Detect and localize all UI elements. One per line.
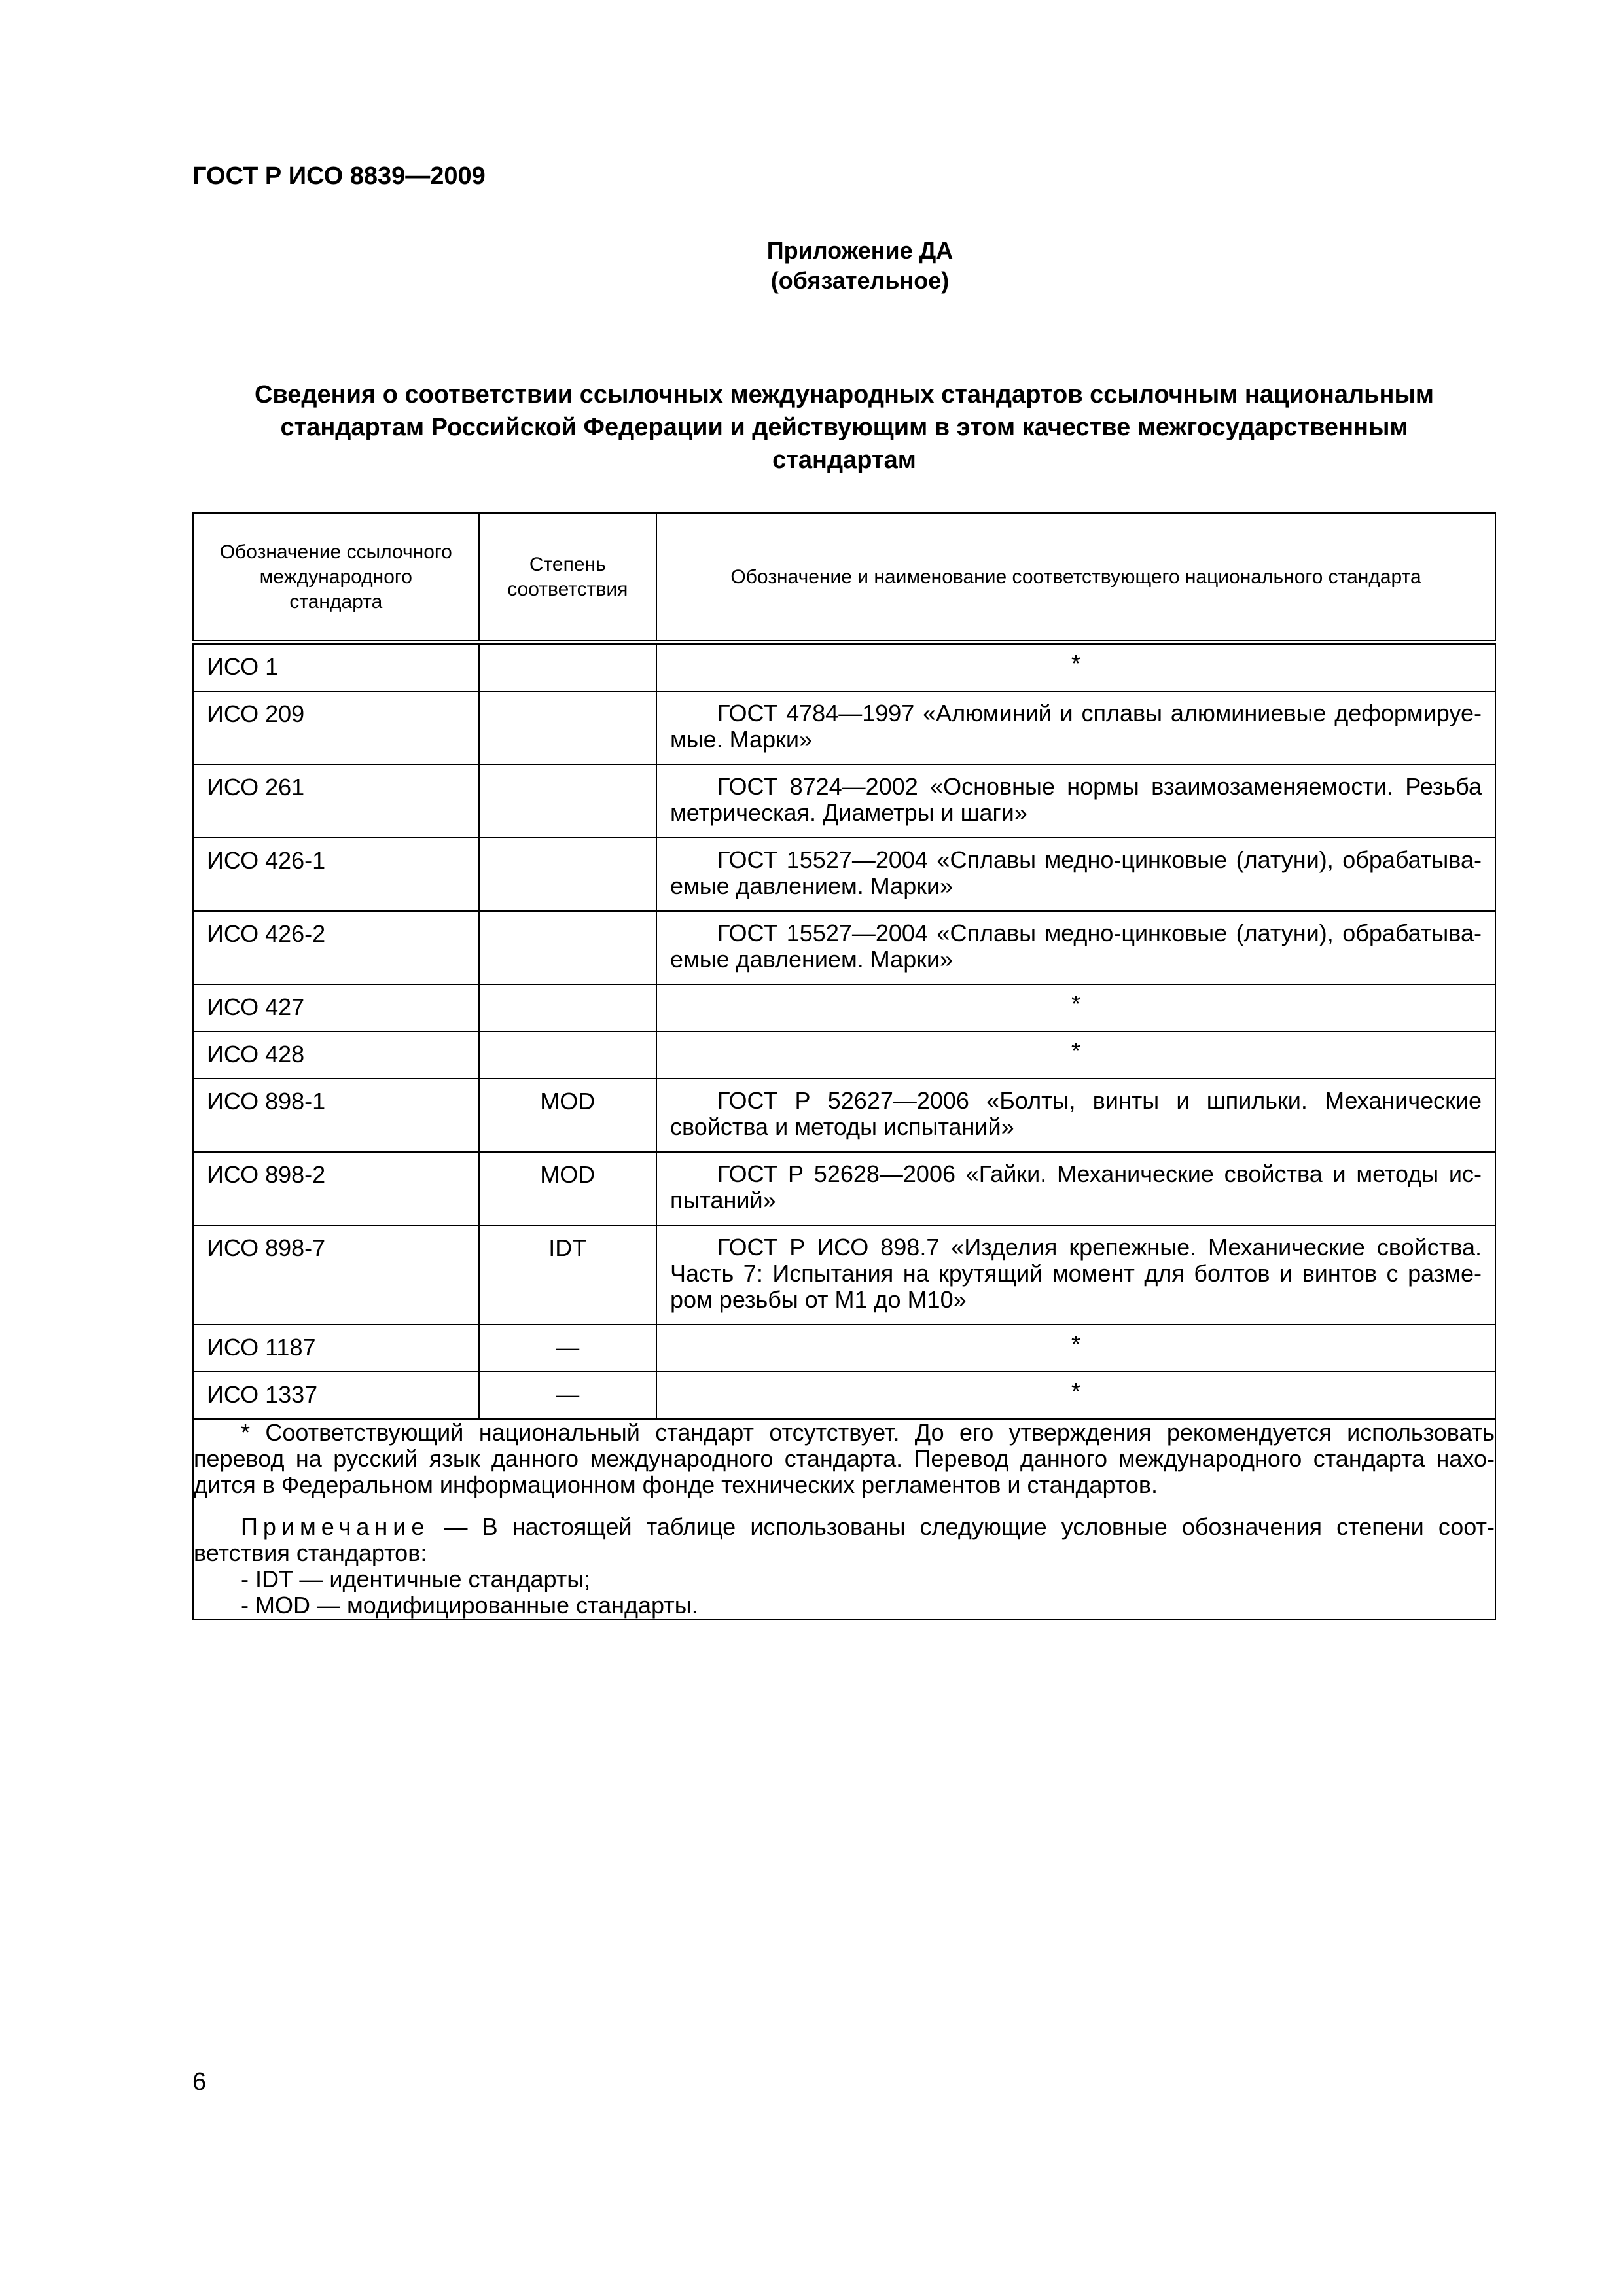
degree-value: — [556,1381,580,1408]
iso-designation: ИСО 209 [207,700,305,727]
table-row [193,643,1495,692]
iso-cell [193,764,479,838]
degree-cell [479,764,656,838]
table-row [193,1225,1495,1325]
table-row [193,1031,1495,1079]
annex-title [192,378,1496,476]
national-cell [656,1079,1495,1152]
table-row [193,984,1495,1031]
annex-title-line: стандартам [772,446,916,474]
table-row [193,911,1495,984]
iso-cell [193,1225,479,1325]
degree-cell [479,838,656,911]
header-text: Обозначение и наименование соответствующего национального стандарта [730,565,1421,588]
degree-value [480,1032,656,1041]
degree-value [480,912,656,920]
table-row [193,1372,1495,1419]
national-standard-text: ГОСТ 15527—2004 «Сплавы медно-цинковые (латуни), обрабатыва-емые давлением. Марки» [670,846,1482,899]
degree-value: MOD [540,1161,596,1188]
national-cell [656,911,1495,984]
national-cell [656,838,1495,911]
degree-cell [479,1372,656,1419]
degree-value [480,985,656,994]
degree-cell [479,691,656,764]
note-text: — В настоящей таблице использованы следующие условные обозначения степени соот-ветствия стандартов: [194,1513,1495,1566]
national-cell [656,1372,1495,1419]
national-standard: * [1071,1378,1080,1405]
degree-cell [479,1079,656,1152]
degree-cell [479,1152,656,1225]
degree-cell [479,911,656,984]
national-cell [656,1225,1495,1325]
table-row [193,1325,1495,1372]
table-row [193,1079,1495,1152]
standards-correspondence-table [192,512,1496,1620]
iso-cell [193,1079,479,1152]
annex-heading [0,236,1623,296]
national-standard [657,1153,1495,1220]
iso-cell [193,911,479,984]
degree-cell [479,643,656,692]
iso-cell [193,691,479,764]
table-row [193,691,1495,764]
header-text: Степень [529,553,606,575]
note-item: - MOD — модифицированные стандарты. [241,1592,698,1619]
degree-value [480,692,656,700]
degree-value [480,645,656,653]
degree-cell [479,1031,656,1079]
national-cell [656,1031,1495,1079]
national-cell [656,764,1495,838]
national-cell [656,1152,1495,1225]
annex-title-line: Сведения о соответствии ссылочных международных стандартов ссылочным национальным [254,381,1435,408]
table-row [193,1152,1495,1225]
national-standard: * [1071,650,1080,677]
iso-cell [193,1372,479,1419]
note [194,1514,1495,1566]
annex-status: (обязательное) [770,267,950,294]
iso-designation: ИСО 261 [207,774,305,800]
national-cell [656,984,1495,1031]
degree-cell [479,1225,656,1325]
annex-title-line: стандартам Российской Федерации и действующим в этом качестве межгосударственным [280,414,1408,441]
header-national-standard [656,513,1495,643]
national-standard: * [1071,1331,1080,1357]
iso-cell [193,838,479,911]
national-standard [657,838,1495,906]
header-text: стандарта [289,590,383,613]
national-cell [656,691,1495,764]
degree-value [480,765,656,774]
iso-designation: ИСО 426-2 [207,920,326,947]
iso-cell [193,1152,479,1225]
table-notes-row [193,1419,1495,1619]
iso-cell [193,643,479,692]
table-row [193,764,1495,838]
table-row [193,838,1495,911]
iso-designation: ИСО 1187 [207,1334,316,1361]
header-text: соответствия [507,578,628,600]
degree-value: IDT [548,1234,587,1261]
degree-value [480,838,656,847]
national-standard [657,912,1495,979]
iso-cell [193,1325,479,1372]
note-item: - IDT — идентичные стандарты; [241,1566,591,1592]
iso-cell [193,984,479,1031]
header-international-standard [193,513,479,643]
national-standard-text: ГОСТ Р ИСО 898.7 «Изделия крепежные. Механические свойства. Часть 7: Испытания на крутящий момент для болтов и винтов с разме-ром резьбы от М1 до М10» [670,1234,1482,1313]
iso-designation: ИСО 898-1 [207,1088,326,1115]
iso-cell [193,1031,479,1079]
document-id: ГОСТ Р ИСО 8839—2009 [192,162,486,190]
iso-designation: ИСО 428 [207,1041,305,1067]
header-degree [479,513,656,643]
national-standard [657,1226,1495,1319]
footnote: * Соответствующий национальный стандарт отсутствует. До его утверждения рекомендуется использовать перевод на русский язык данного международного стандарта. Перевод данного международного стандарта нахо-дится в Федеральном информационном фонде технических регламентов и стандартов. [194,1419,1495,1498]
national-standard: * [1071,1037,1080,1064]
degree-cell [479,984,656,1031]
annex-label: Приложение ДА [766,237,954,264]
degree-value: MOD [540,1088,596,1115]
national-standard: * [1071,990,1080,1017]
national-standard [657,692,1495,759]
table-header-row [193,513,1495,643]
national-cell [656,643,1495,692]
national-standard-text: ГОСТ 4784—1997 «Алюминий и сплавы алюминиевые деформируе-мые. Марки» [670,700,1482,753]
iso-designation: ИСО 427 [207,994,305,1020]
national-standard-text: ГОСТ Р 52628—2006 «Гайки. Механические свойства и методы ис-пытаний» [670,1160,1482,1213]
national-standard [657,765,1495,833]
iso-designation: ИСО 898-7 [207,1234,326,1261]
page-number: 6 [192,2068,207,2096]
national-standard-text: ГОСТ Р 52627—2006 «Болты, винты и шпильки. Механические свойства и методы испытаний» [670,1087,1482,1140]
national-standard-text: ГОСТ 15527—2004 «Сплавы медно-цинковые (латуни), обрабатыва-емые давлением. Марки» [670,920,1482,973]
header-text: международного [259,565,412,588]
iso-designation: ИСО 426-1 [207,847,326,874]
degree-value: — [556,1334,580,1361]
iso-designation: ИСО 1337 [207,1381,318,1408]
header-text: Обозначение ссылочного [219,541,452,563]
national-standard [657,1079,1495,1147]
iso-designation: ИСО 898-2 [207,1161,326,1188]
iso-designation: ИСО 1 [207,653,279,680]
table-notes [193,1419,1495,1619]
degree-cell [479,1325,656,1372]
national-cell [656,1325,1495,1372]
note-label: Примечание [241,1513,430,1540]
national-standard-text: ГОСТ 8724—2002 «Основные нормы взаимозаменяемости. Резьба метрическая. Диаметры и шаги» [670,773,1482,826]
